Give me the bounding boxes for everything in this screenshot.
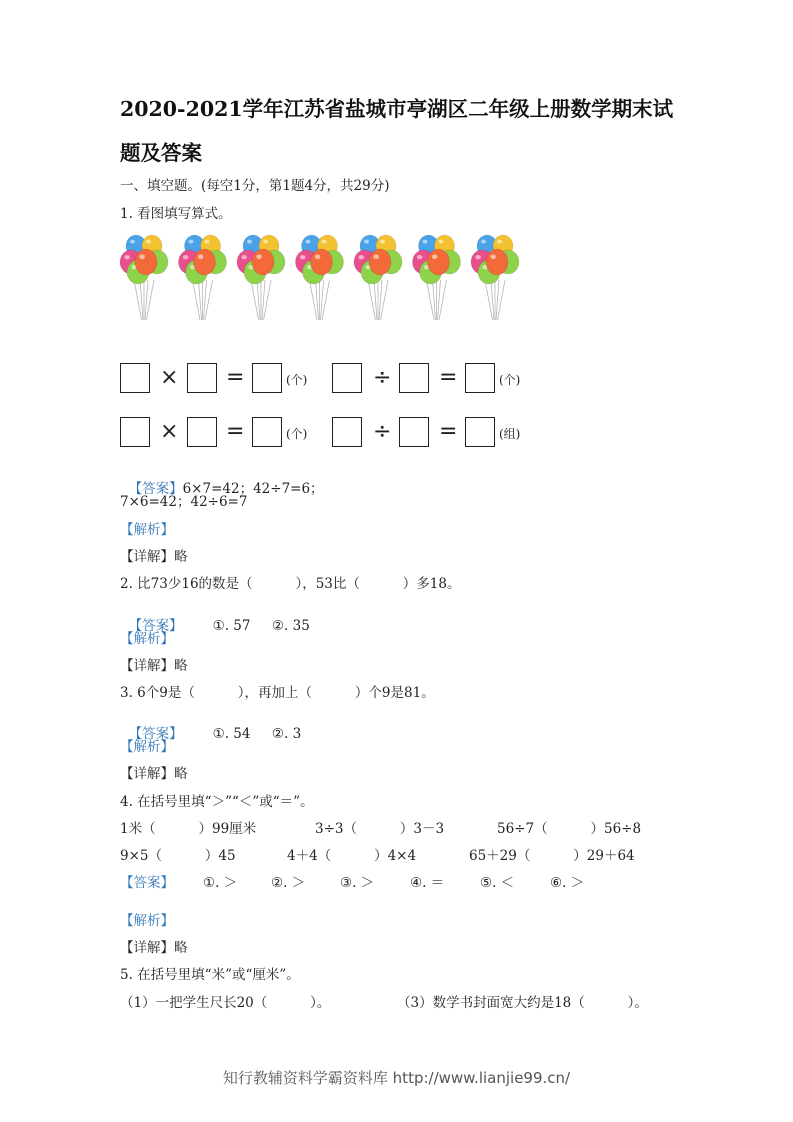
question-5-item-1: （1）一把学生尺长20（ ）。	[120, 995, 331, 1011]
divide-sign: ÷	[373, 419, 392, 444]
question-5-text: 5. 在括号里填“米”或“厘米”。	[120, 967, 300, 983]
detail-line: 【详解】略	[120, 766, 188, 782]
document-title-line2: 题及答案	[120, 141, 202, 165]
answer-box[interactable]	[465, 417, 495, 447]
answer-text: ①. 57 ②. 35	[212, 617, 310, 634]
question-4-text: 4. 在括号里填“＞”“＜”或“＝”。	[120, 794, 314, 810]
balloon-bunch	[179, 235, 227, 320]
question-5-item-3: （3）数学书封面宽大约是18（ ）。	[397, 995, 648, 1011]
analysis-label: 【解析】	[120, 522, 174, 538]
detail-line: 【详解】略	[120, 549, 188, 565]
balloon-bunch	[296, 235, 344, 320]
analysis-label: 【解析】	[120, 631, 174, 647]
answer-label: 【答案】	[120, 875, 174, 891]
comparison-item: 1米（ ）99厘米	[120, 821, 257, 837]
answer-item: ②. ＞	[271, 875, 306, 891]
answer-line	[120, 469, 324, 496]
answer-box[interactable]	[187, 363, 217, 393]
answer-box[interactable]	[399, 417, 429, 447]
balloon-bunch	[413, 235, 461, 320]
multiply-sign: ×	[160, 419, 179, 444]
answer-label: 【答案】	[128, 725, 183, 742]
answer-item: ③. ＞	[340, 875, 375, 891]
detail-line: 【详解】略	[120, 940, 188, 956]
unit-label: (个)	[286, 427, 308, 441]
equals-sign: =	[439, 365, 458, 390]
answer-label: 【答案】	[128, 480, 183, 497]
answer-box[interactable]	[332, 417, 362, 447]
answer-item: ⑥. ＞	[550, 875, 585, 891]
answer-box[interactable]	[252, 363, 282, 393]
question-2-text: 2. 比73少16的数是（ ），53比（ ）多18。	[120, 576, 461, 592]
question-3-text: 3. 6个9是（ ），再加上（ ）个9是81。	[120, 685, 435, 701]
answer-box[interactable]	[187, 417, 217, 447]
section-heading: 一、填空题。(每空1分，第1题4分，共29分)	[120, 178, 390, 194]
equals-sign: =	[226, 419, 245, 444]
comparison-item: 3÷3（ ）3－3	[315, 821, 445, 837]
balloon-bunch	[120, 235, 168, 320]
multiply-sign: ×	[160, 365, 179, 390]
answer-line	[120, 714, 301, 741]
comparison-item: 9×5（ ）45	[120, 848, 236, 864]
answer-text: ①. 54 ②. 3	[212, 725, 302, 742]
footer-watermark: 知行教辅资料学霸资料库 http://www.lianjie99.cn/	[222, 1069, 571, 1087]
detail-line: 【详解】略	[120, 658, 188, 674]
answer-box[interactable]	[252, 417, 282, 447]
answer-box[interactable]	[332, 363, 362, 393]
answer-item: ①. ＞	[203, 875, 238, 891]
balloon-bunch	[237, 235, 285, 320]
answer-text: 6×7=42；42÷7=6；	[182, 480, 324, 497]
answer-box[interactable]	[120, 417, 150, 447]
document-title-line1: 2020-2021学年江苏省盐城市亭湖区二年级上册数学期末试	[120, 97, 674, 121]
unit-label: (个)	[499, 373, 521, 387]
analysis-label: 【解析】	[120, 913, 174, 929]
divide-sign: ÷	[373, 365, 392, 390]
answer-text-continued: 7×6=42；42÷6=7	[120, 494, 248, 510]
answer-line	[120, 606, 310, 633]
answer-box[interactable]	[465, 363, 495, 393]
answer-box[interactable]	[399, 363, 429, 393]
equals-sign: =	[439, 419, 458, 444]
analysis-label: 【解析】	[120, 739, 174, 755]
equals-sign: =	[226, 365, 245, 390]
comparison-item: 56÷7（ ）56÷8	[497, 821, 642, 837]
unit-label: (个)	[286, 373, 308, 387]
answer-item: ④. ＝	[410, 875, 445, 891]
unit-label: (组)	[499, 427, 521, 441]
balloon-bunch	[354, 235, 402, 320]
answer-label: 【答案】	[128, 617, 183, 634]
balloon-bunches-image	[118, 232, 538, 324]
question-1-text: 1. 看图填写算式。	[120, 206, 232, 222]
balloon-bunch	[471, 235, 519, 320]
answer-item: ⑤. ＜	[480, 875, 515, 891]
comparison-item: 65＋29（ ）29＋64	[469, 848, 635, 864]
answer-box[interactable]	[120, 363, 150, 393]
comparison-item: 4＋4（ ）4×4	[287, 848, 417, 864]
